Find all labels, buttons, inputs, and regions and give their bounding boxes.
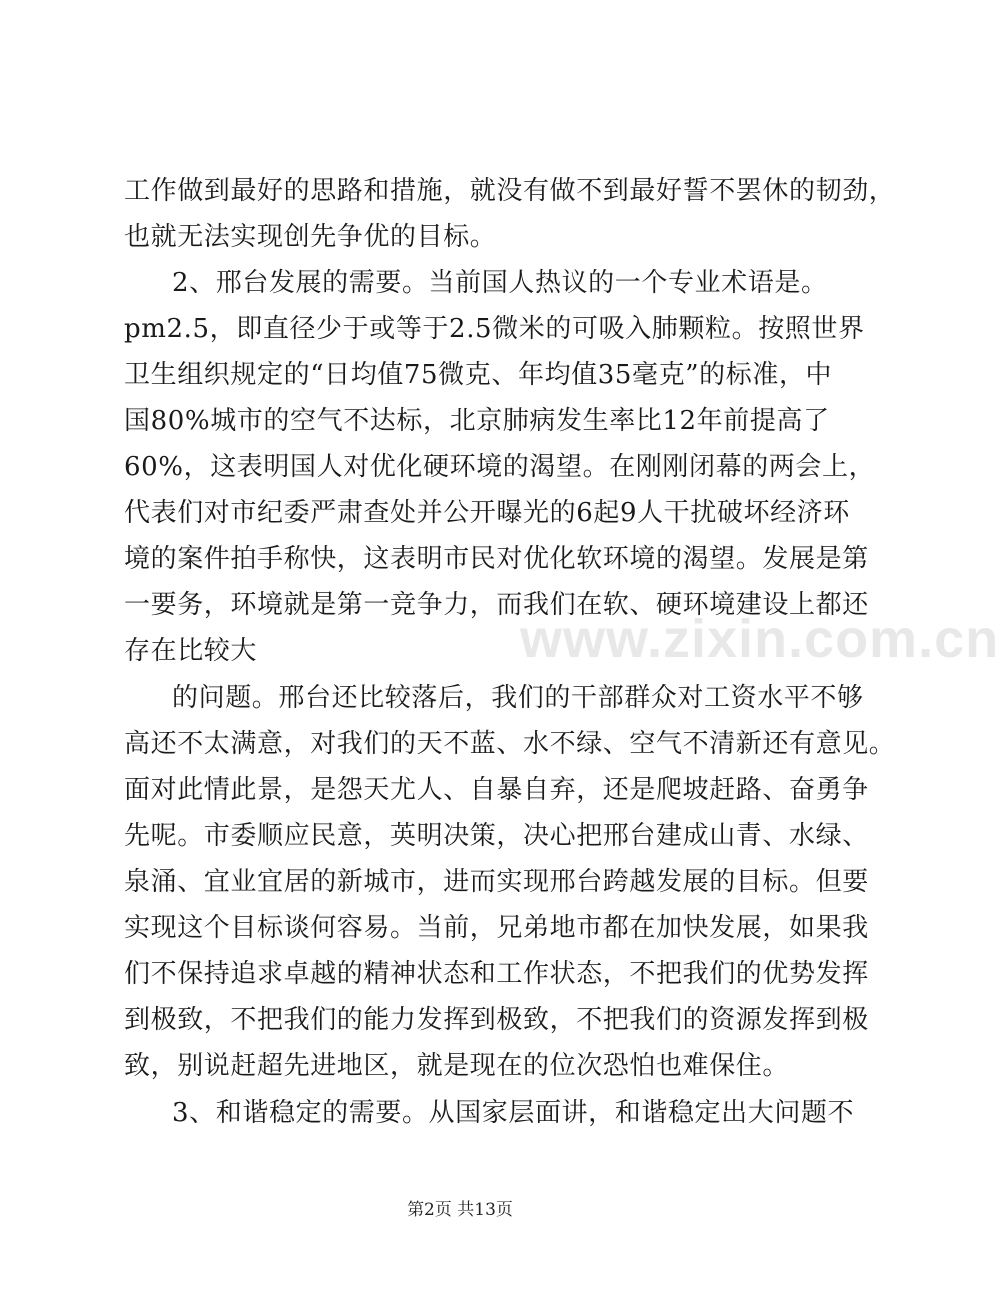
text-line-12: 的问题。邢台还比较落后，我们的干部群众对工资水平不够 [172,683,864,713]
text-line-7: 60%，这表明国人对优化硬环境的渴望。在刚刚闭幕的两会上， [124,452,876,482]
watermark: www.zixin.com.cn [520,609,999,669]
text-line-1: 工作做到最好的思路和措施，就没有做不到最好誓不罢休的韧劲， [124,176,896,206]
text-line-13: 高还不太满意，对我们的天不蓝、水不绿、空气不清新还有意见。 [124,729,896,759]
text-line-2: 也就无法实现创先争优的目标。 [124,222,497,252]
text-line-21: 3、和谐稳定的需要。从国家层面讲，和谐稳定出大问题不 [172,1098,855,1128]
text-line-4: pm2.5，即直径少于或等于2.5微米的可吸入肺颗粒。按照世界 [124,314,865,344]
text-line-11: 存在比较大 [124,636,258,666]
text-line-17: 实现这个目标谈何容易。当前，兄弟地市都在加快发展，如果我 [124,913,869,943]
text-line-3: 2、邢台发展的需要。当前国人热议的一个专业术语是。 [172,268,828,298]
text-line-16: 泉涌、宜业宜居的新城市，进而实现邢台跨越发展的目标。但要 [124,867,869,897]
text-line-15: 先呢。市委顺应民意，英明决策，决心把邢台建成山青、水绿、 [124,821,869,851]
text-line-9: 境的案件拍手称快，这表明市民对优化软环境的渴望。发展是第 [124,544,869,574]
text-line-6: 国80%城市的空气不达标，北京肺病发生率比12年前提高了 [124,406,830,436]
text-line-5: 卫生组织规定的“日均值75微克、年均值35毫克”的标准，中 [124,360,833,390]
text-line-8: 代表们对市纪委严肃查处并公开曝光的6起9人干扰破坏经济环 [124,498,850,528]
text-line-20: 致，别说赶超先进地区，就是现在的位次恐怕也难保住。 [124,1051,790,1081]
page-footer: 第2页 共13页 [407,1200,513,1220]
text-line-10: 一要务，环境就是第一竞争力，而我们在软、硬环境建设上都还 [124,590,869,620]
text-line-19: 到极致，不把我们的能力发挥到极致，不把我们的资源发挥到极 [124,1005,869,1035]
text-line-14: 面对此情此景，是怨天尤人、自暴自弃，还是爬坡赶路、奋勇争 [124,775,869,805]
text-line-18: 们不保持追求卓越的精神状态和工作状态，不把我们的优势发挥 [124,959,869,989]
